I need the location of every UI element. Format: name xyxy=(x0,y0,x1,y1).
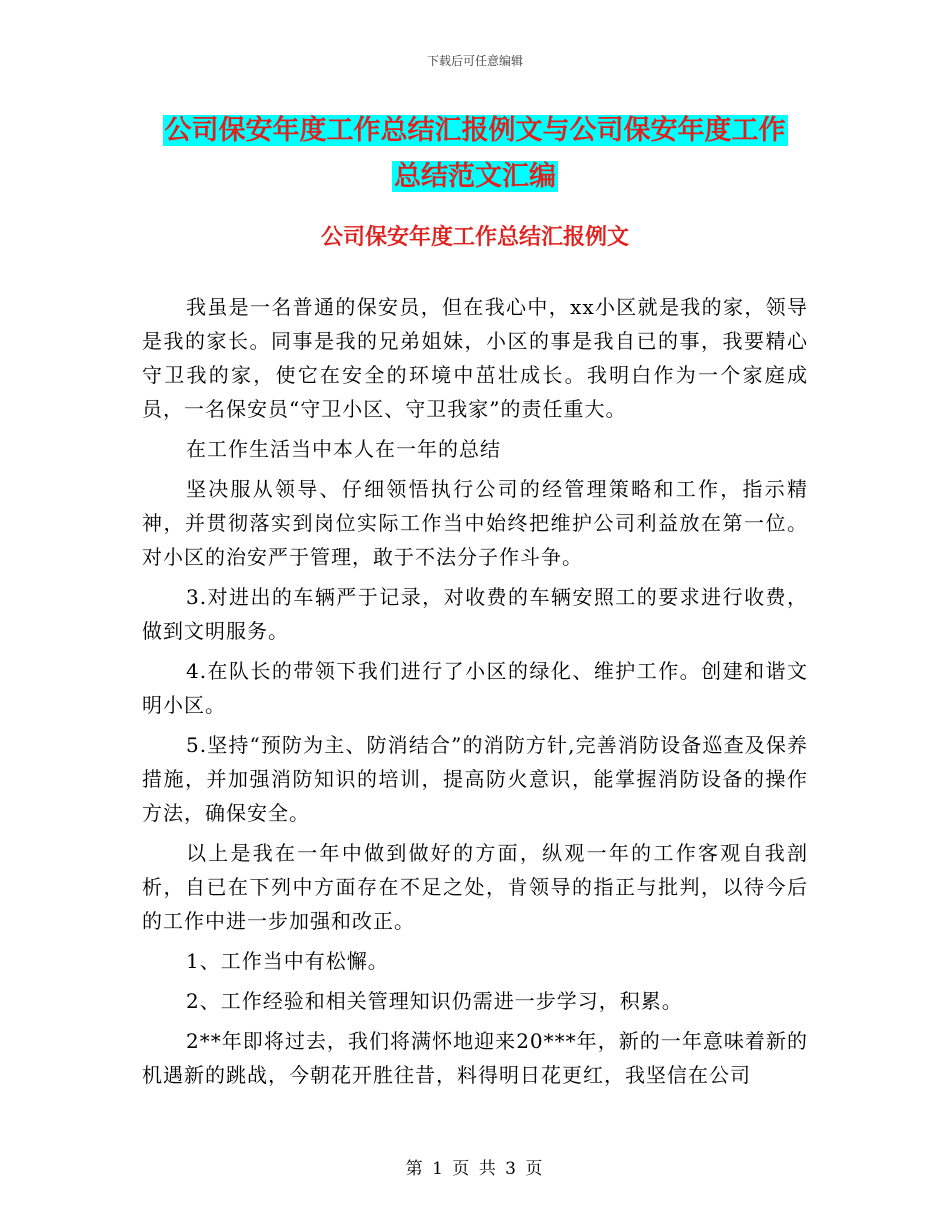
header-note: 下载后可任意编辑 xyxy=(426,54,523,68)
paragraph: 在工作生活当中本人在一年的总结 xyxy=(186,437,501,461)
title-line-2: 总结范文汇编 xyxy=(394,161,556,192)
paragraph: 4.在队长的带领下我们进行了小区的绿化、维护工作。创建和谐文明小区。 xyxy=(142,659,808,717)
page-number: 第 1 页 共 3 页 xyxy=(405,1159,545,1179)
paragraph: 1、工作当中有松懈。 xyxy=(186,949,389,973)
paragraph: 5.坚持“预防为主、防消结合”的消防方针,完善消防设备巡查及保养措施，并加强消防知识的培训，提高防火意识，能掌握消防设备的操作方法，确保安全。 xyxy=(142,733,808,825)
section-heading: 公司保安年度工作总结汇报例文 xyxy=(320,225,629,250)
paragraph: 2**年即将过去，我们将满怀地迎来20***年，新的一年意味着新的机遇新的跳战，今朝花开胜往昔，料得明日花更红，我坚信在公司 xyxy=(142,1029,808,1087)
paragraph: 我虽是一名普通的保安员，但在我心中，xx小区就是我的家，领导是我的家长。同事是我的兄弟姐妹，小区的事是我自已的事，我要精心守卫我的家，使它在安全的环境中茁壮成长。我明白作为一个家庭成员，一名保安员“守卫小区、守卫我家”的责任重大。 xyxy=(142,295,808,421)
paragraph: 2、工作经验和相关管理知识仍需进一步学习，积累。 xyxy=(186,989,683,1013)
title-line-1: 公司保安年度工作总结汇报例文与公司保安年度工作 xyxy=(164,115,786,146)
paragraph: 3.对进出的车辆严于记录，对收费的车辆安照工的要求进行收费，做到文明服务。 xyxy=(142,585,808,643)
body-text xyxy=(142,290,808,1098)
document-title xyxy=(140,108,810,200)
paragraph: 坚决服从领导、仔细领悟执行公司的经管理策略和工作，指示精神，并贯彻落实到岗位实际工作当中始终把维护公司利益放在第一位。对小区的治安严于管理，敢于不法分子作斗争。 xyxy=(142,477,808,569)
paragraph: 以上是我在一年中做到做好的方面，纵观一年的工作客观自我剖析，自已在下列中方面存在不足之处，肯领导的指正与批判，以待今后的工作中进一步加强和改正。 xyxy=(142,841,808,933)
